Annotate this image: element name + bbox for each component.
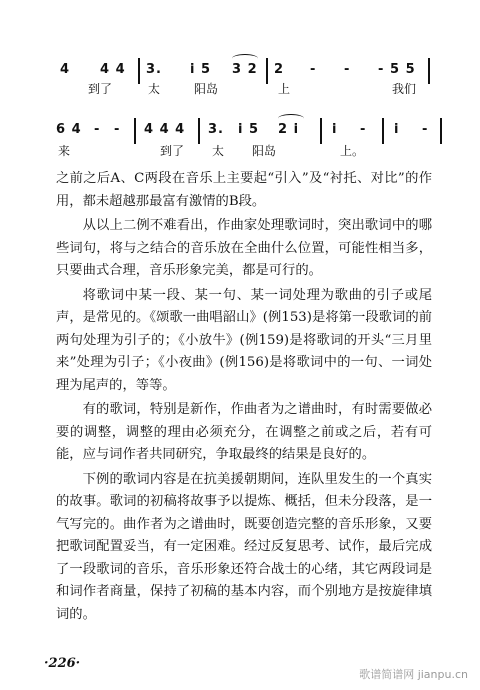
lyric: 到了 — [160, 144, 185, 158]
note: i — [394, 122, 400, 137]
bar-line — [382, 118, 384, 144]
paragraph: 将歌词中某一段、某一句、某一词处理为歌曲的引子或尾声，是常见的。《颂歌一曲唱韶山》(例153)是将第一段歌词的前两句处理为引子的；《小放牛》(例159)是将歌词的开头“三月里来”处理为引子；《小夜曲》(例156)是将歌词中的一句、一词处理为尾声的，等等。 — [56, 287, 432, 393]
lyric: 上 — [278, 82, 291, 96]
bar-line — [320, 118, 322, 144]
note: - — [344, 62, 351, 77]
note: 3 2 — [232, 62, 258, 77]
note: - — [378, 62, 385, 77]
note: i — [332, 122, 338, 137]
paragraph: 下例的歌词内容是在抗美援朝期间，连队里发生的一个真实的故事。歌词的初稿将故事予以提炼、概括，但未分段落，是一气写完的。曲作者为之谱曲时，既要创造完整的音乐形象，又要把歌词配置妥当，有一定困难。经过反复思考、试作，最后完成了一段歌词的音乐，音乐形象还符合战士的心绪，其它两段词是和词作者商量，保持了初稿的基本内容，而个别地方是按旋律填词的。 — [56, 471, 432, 622]
lyric: 阳岛 — [252, 144, 277, 158]
paragraph: 从以上二例不难看出，作曲家处理歌词时，突出歌词中的哪些词句，将与之结合的音乐放在全曲什么位置，可能性相当多，只要曲式合理，音乐形象完美，都是可行的。 — [56, 218, 432, 278]
note: i 5 — [190, 62, 212, 77]
note: i 5 — [238, 122, 260, 137]
note: - — [310, 62, 317, 77]
note: 4 4 4 — [144, 122, 186, 137]
note: - — [114, 122, 121, 137]
watermark: 歌谱简谱网 jianpu.cn — [359, 668, 468, 681]
note: - — [422, 122, 429, 137]
note: - — [360, 122, 367, 137]
note: 2 — [274, 62, 285, 77]
paragraph: 有的歌词，特别是新作，作曲者为之谱曲时，有时需要做必要的调整，调整的理由必须充分，在调整之前或之后，若有可能，应与词作者共同研究，争取最终的结果是良好的。 — [56, 402, 432, 462]
bar-line — [138, 58, 140, 84]
score-line-2 — [42, 118, 446, 158]
paragraph: 之前之后A、C两段在音乐上主要起“引入”及“衬托、对比”的作用，都未超越那最富有激情的B段。 — [56, 171, 432, 209]
score-line-1 — [42, 58, 446, 96]
note: 6 4 — [56, 122, 82, 137]
lyric: 上。 — [340, 144, 365, 158]
body-text — [56, 168, 432, 626]
lyric: 太 — [148, 82, 161, 96]
slur — [232, 54, 258, 63]
lyric: 阳岛 — [194, 82, 219, 96]
lyric: 太 — [212, 144, 225, 158]
lyric: 我们 — [392, 82, 417, 96]
lyric: 来 — [58, 144, 71, 158]
lyric: 到了 — [88, 82, 113, 96]
bar-line — [198, 118, 200, 144]
note: 4 — [60, 62, 71, 77]
note: 5 5 — [390, 62, 416, 77]
slur — [278, 114, 304, 123]
bar-line — [428, 58, 430, 84]
bar-line — [266, 58, 268, 84]
page-number: ·226· — [44, 656, 81, 671]
note: 3. — [208, 122, 224, 137]
bar-line — [134, 118, 136, 144]
note: 4 4 — [100, 62, 126, 77]
note: - — [94, 122, 101, 137]
note: 2 i — [278, 122, 300, 137]
bar-line — [440, 118, 442, 144]
note: 3. — [146, 62, 162, 77]
